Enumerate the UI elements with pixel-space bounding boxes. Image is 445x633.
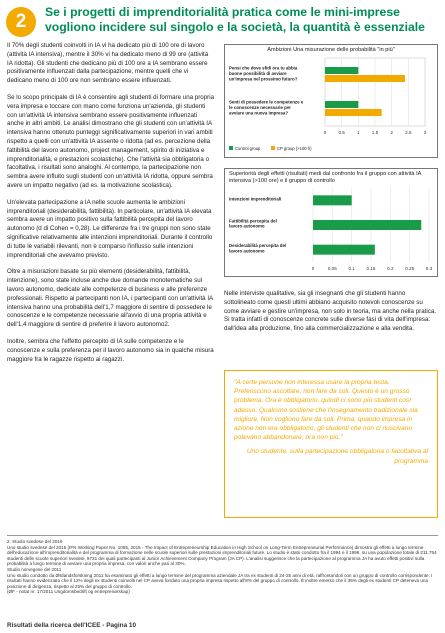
footnote-line: Uno studio svedese del 2015 (IFN Working Paper No. 1055, 2015 - The Impact of Entrepreneurship Education in High School on Long-Term Entrepreneurial Performance) dimostra gli effetti a lungo termine dell'educazione all'imprenditorialità e del programma di formazione nelle scuole superiori sulle prestazioni imprenditoriali future. Lo studio è stato condotto fra il 1994 e il 1996, su una popolazione totale di 211.754 studenti delle scuole superiori svedesi, 9731 dei quali partecipanti al Junior Achievement Company Program (JA CP). L'analisi suggerisce che la partecipazione al programma JA ha avuto effetti positivi sulla probabilità a lungo termine di avviare una propria impresa, con valori anche pari al 30%. bbox=[7, 544, 437, 567]
x-tick-label: 0.1 bbox=[348, 266, 355, 271]
category-label: Pensi che dove sfidi ora tu abbia buone possibilità di avviare un'impresa nel prossimo futuro? bbox=[229, 65, 298, 82]
footnote-line: Uno studio condotto da Østlandsforskning 2011 ha esaminato gli effetti a lungo termine del programma aziendale JA tra ex studenti di 24-25 anni di età, raffrontandoli con un gruppo di controllo corrispondente. I risultati hanno evidenziato che il 12% degli ex studenti coinvolti nel CP aveva fondato una propria impresa rispetto all'8% del gruppo di controllo. È inoltre emerso che il 35% degli ex studenti CP deteneva una posizione di dirigenza, rispetto al 25% del gruppo di controllo. bbox=[7, 572, 433, 589]
bar bbox=[313, 245, 375, 255]
ambitions-chart bbox=[224, 44, 438, 158]
body-paragraph: Oltre a misurazioni basate su più elementi (desiderabilità, fattibilità, intenzione), sono state incluse anche due domande monotematiche sul lavoro autonomo, dedicate alle competenze di business e alle preferenze professionali. Rispetto ai partecipanti non IA, i partecipanti con un'attività IA intensiva hanno una probabilità dell'1,7 maggiore di sentire di possedere le conoscenze e le competenze necessarie all'avvio di una propria attività e dell'1,4 maggiore di sentire di preferire il lavoro autonomo2. bbox=[7, 268, 213, 329]
category-label: Desiderabilità percepita del lavoro autonomo bbox=[229, 242, 287, 254]
quote-text: "A certe persone non interessa usare la propria testa. Preferiscono ascoltare, non fare da soli. Questo è un grosso problema. Ora è obbligatorio, quindi ci sono più studenti così adesso. Qualcuno sostiene che l'insegnamento tradizionale sia migliore. Non vogliono fare da soli. Prima, quando impresa in azione non era obbligatorio, gli studenti che non ci riuscivano potevano abbandonare; ora non più." bbox=[234, 379, 418, 442]
x-tick-label: 0.15 bbox=[366, 266, 376, 271]
footnote-line: (ØF - notat nr. 17/2011 Ungdomsbedrift og entreprenørskap) bbox=[7, 589, 130, 595]
effects-chart-plot bbox=[225, 186, 437, 278]
x-tick-label: 3 bbox=[423, 130, 427, 135]
legend-label: Control group bbox=[235, 146, 261, 151]
body-paragraph: Un'elevata partecipazione a IA nelle scuole aumenta le ambizioni imprenditoriali (desiderabilità, fattibilità). In particolare, un'attività IA elevata sembra avere un impatto positivo sulla fattibilità percepita del lavoro autonomo (d di Cohen = 0,28). Le differenze fra i tre gruppi non sono state significative relativamente alle intenzioni imprenditoriali. Durante il controllo di tutte le variabili rilevanti, non è comparso l'influsso sulle intenzioni imprenditoriali che avevamo previsto. bbox=[7, 198, 213, 259]
body-paragraph: Inoltre, sembra che l'effetto percepito di IA sulle competenze e le conoscenze e sulla preferenza per il lavoro autonomo sia in qualche misura maggiore fra le ragazze rispetto ai ragazzi. bbox=[7, 337, 214, 363]
bar-cp bbox=[325, 75, 405, 82]
page-title: Se i progetti di imprenditorialità pratica come le mini-imprese vogliono incidere sul singolo e la società, la quantità è essenziale bbox=[45, 5, 425, 34]
interview-paragraph: Nelle interviste qualitative, sia gli insegnanti che gli studenti hanno sottolineato come questi ultimi abbiano acquisito notevoli conoscenze su come avviare e gestire un'impresa, non solo in teoria, ma anche nella pratica. Si tratta infatti di conoscenze concrete sulle diverse fasi di vita dell'impresa: dall'idea alla produzione, fino alla commercializzazione e alla vendita. bbox=[224, 290, 437, 333]
quote-box bbox=[224, 370, 438, 518]
bar-cp bbox=[325, 109, 382, 116]
category-label: Intenzioni imprenditoriali bbox=[229, 196, 282, 202]
footnotes bbox=[7, 539, 438, 595]
x-tick-label: 0.3 bbox=[425, 266, 433, 271]
footnote-line: Studio norvegese del 2011 bbox=[7, 566, 62, 572]
x-tick-label: 2 bbox=[390, 130, 393, 135]
legend-swatch bbox=[271, 146, 275, 150]
x-tick-label: 0.25 bbox=[405, 266, 415, 271]
legend-label: CP group (>100 h) bbox=[277, 146, 312, 151]
page-footer: Risultati della ricerca dell'ICEE - Pagina 10 bbox=[7, 622, 137, 629]
bar bbox=[313, 220, 421, 230]
x-tick-label: 0 bbox=[311, 266, 315, 271]
x-tick-label: 0 bbox=[323, 130, 327, 135]
x-tick-label: 0.2 bbox=[387, 266, 394, 271]
bar bbox=[313, 195, 352, 205]
bar-control bbox=[325, 67, 358, 74]
x-tick-label: 2.5 bbox=[405, 130, 412, 135]
x-tick-label: 0.5 bbox=[338, 130, 345, 135]
left-column bbox=[7, 42, 215, 372]
category-label: Senti di possedere le competenze e le conoscenze necessarie per avviare una nuova impresa? bbox=[229, 99, 304, 116]
body-paragraph: Se lo scopo principale di IA è consentire agli studenti di formare una propria vera impresa e toccare con mano come funziona un'azienda, gli studenti con un'attività IA intensiva sembrano essere positivamente influenzati anche in altri ambiti. Le analisi dimostrano che gli studenti con un'attività IA intensiva hanno ottenuto punteggi significativamente superiori in vari ambiti rispetto a quelli con un'attività IA assente o ridotta (ad es. percezione della fattibilità del lavoro autonomo, project management, spirito di iniziativa e imprenditorialità, e prestazioni scolastiche). Che l'attività sia obbligatoria o facoltativa, i risultati sono analoghi. Al contempo, la partecipazione non sembra avere influito sugli studenti con un'attività IA ridotta, oppure sembra avere un impatto negativo (ad es. la motivazione scolastica). bbox=[7, 93, 215, 189]
x-tick-label: 1.5 bbox=[371, 130, 379, 135]
ambitions-chart-plot bbox=[225, 54, 437, 158]
chart-title: Ambizioni Una misurazione delle probabilità "in più" bbox=[267, 47, 395, 53]
x-tick-label: 0.05 bbox=[327, 266, 337, 271]
footnote-divider bbox=[7, 535, 438, 536]
effects-chart bbox=[224, 168, 438, 277]
body-paragraph: Il 70% degli studenti coinvolti in IA vi ha dedicato più di 100 ore di lavoro (attività IA intensiva), mentre il 30% vi ha dedicato meno di 99 ore (attività IA ridotta). Gli studenti che dedicano più di 100 ore a IA sembrano essere positivamente influenzati dalla partecipazione, mentre quelli che vi dedicano meno di 100 ore non sembrano essere influenzati. bbox=[7, 42, 209, 85]
x-tick-label: 1 bbox=[357, 130, 360, 135]
section-number-badge: 2 bbox=[6, 7, 36, 37]
category-label: Fattibilità percepita del lavoro autonomo bbox=[229, 218, 277, 229]
quote-attribution: Uno studente, sulla partecipazione obbligatoria o facoltativa al programma bbox=[246, 448, 428, 465]
chart-title: Superiorità degli effetti (risultati) medi dal confronto fra il gruppo con attività IA intensiva (>100 ore) e il gruppo di controllo bbox=[229, 171, 422, 184]
footnote-line: 2. Studio svedese del 2016 bbox=[7, 539, 63, 544]
legend-swatch bbox=[229, 146, 233, 150]
bar-control bbox=[325, 101, 358, 108]
